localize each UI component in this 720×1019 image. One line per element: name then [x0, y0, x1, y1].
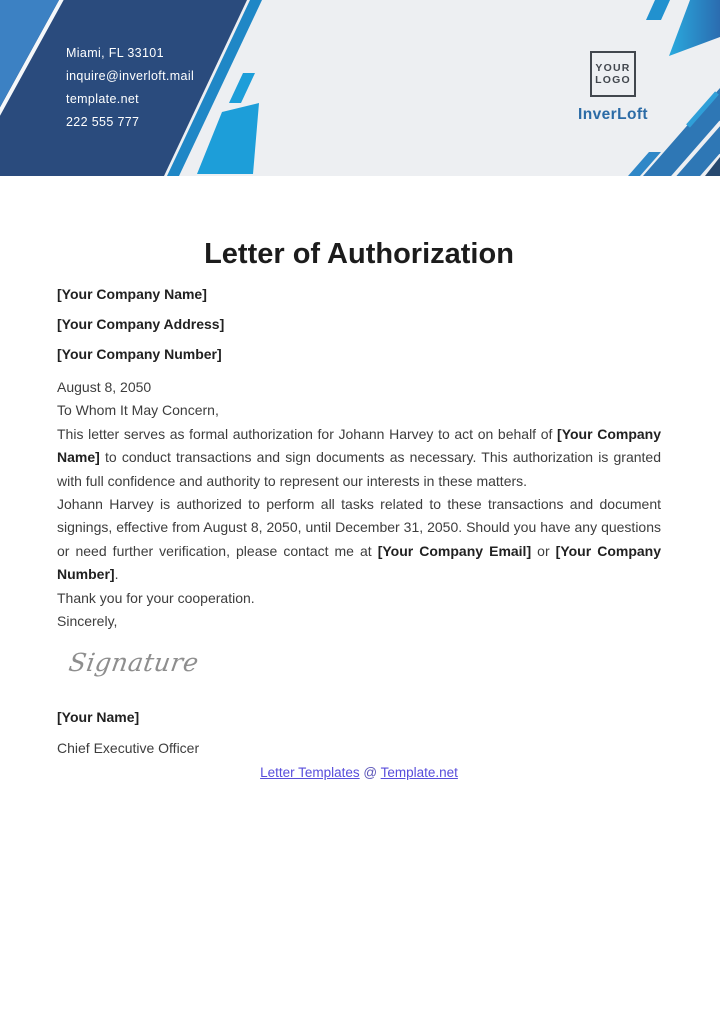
- logo-placeholder-box: [590, 51, 636, 97]
- company-number-placeholder: [Your Company Number]: [57, 346, 222, 362]
- letterhead: [0, 0, 720, 176]
- company-name-placeholder: [Your Company Name]: [57, 286, 207, 302]
- logo-text-line1: YOUR: [595, 62, 631, 74]
- letter-date: August 8, 2050: [57, 379, 152, 395]
- signer-name-placeholder: [Your Name]: [57, 709, 140, 726]
- brand-name: InverLoft: [578, 106, 648, 123]
- signature-script: Signature: [66, 648, 201, 678]
- paragraph-authorization: This letter serves as formal authorization for Johann Harvey to act on behalf of [Your Company Name] to conduct transactions and sign documents as necessary. This authorization is granted with full confidence and authority to represent our interests in these matters.: [57, 425, 661, 489]
- salutation: To Whom It May Concern,: [57, 402, 219, 419]
- contact-phone: 222 555 777: [66, 115, 140, 129]
- thanks-line: Thank you for your cooperation.: [57, 589, 255, 606]
- letter-title: Letter of Authorization: [204, 238, 514, 270]
- letter-body: [57, 238, 661, 784]
- contact-email: inquire@inverloft.mail: [66, 69, 195, 83]
- template-net-link[interactable]: Template.net: [380, 764, 458, 780]
- attribution-separator: @: [359, 764, 381, 780]
- closing-line: Sincerely,: [57, 613, 118, 630]
- letter-templates-link[interactable]: Letter Templates: [260, 764, 360, 780]
- paragraph-scope: Johann Harvey is authorized to perform all tasks related to these transactions and document signings, effective from August 8, 2050, until December 31, 2050. Should you have any questions or need further verification, please contact me at [Your Company Email] or [Your Company Number].: [57, 496, 661, 583]
- contact-info: [66, 42, 194, 134]
- company-address-placeholder: [Your Company Address]: [57, 316, 225, 332]
- logo: [568, 51, 658, 124]
- signer-title: Chief Executive Officer: [57, 740, 200, 757]
- contact-address: Miami, FL 33101: [66, 46, 164, 60]
- attribution: [57, 761, 661, 784]
- contact-website: template.net: [66, 92, 139, 106]
- logo-text-line2: LOGO: [595, 74, 631, 86]
